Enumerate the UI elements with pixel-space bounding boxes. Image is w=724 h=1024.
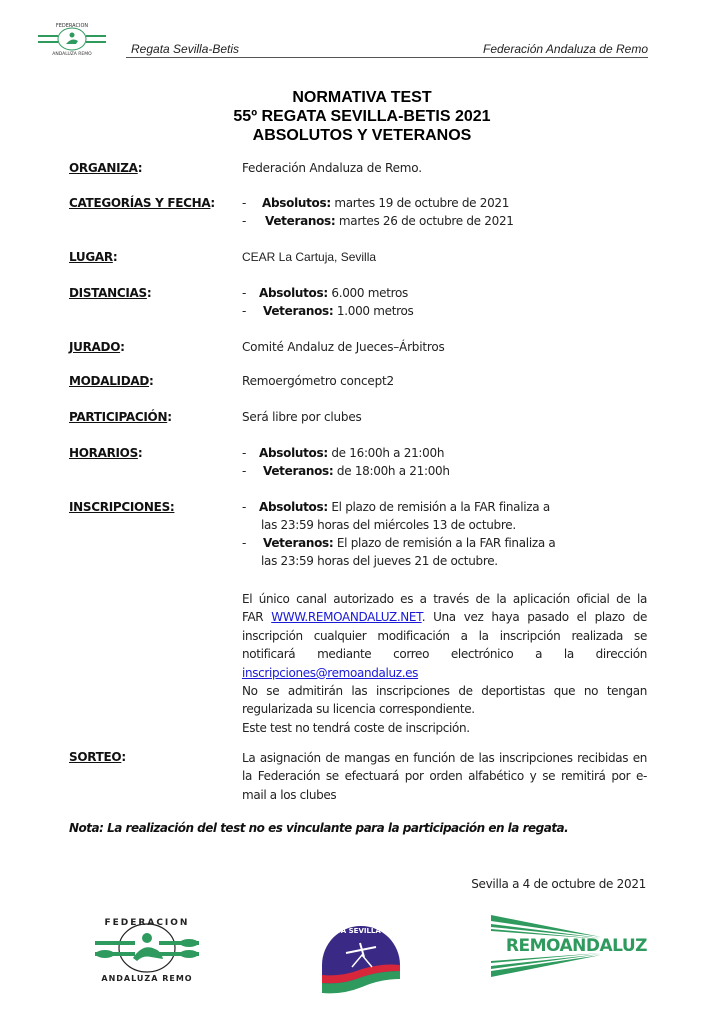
footer-logo-remoandaluz [491,915,649,977]
title-line-3: ABSOLUTOS Y VETERANOS [252,127,472,144]
para-line: La asignación de mangas en función de las inscripciones recibidas en [242,751,647,765]
categorias-item-absolutos: Absolutos: martes 19 de octubre de 2021 [262,196,510,210]
value-lugar: CEAR La Cartuja, Sevilla [242,250,377,264]
label-categorias: CATEGORÍAS Y FECHA: [69,196,215,210]
svg-text:FEDERACION: FEDERACION [104,918,190,928]
label-horarios: HORARIOS: [69,446,143,460]
title-line-1: NORMATIVA TEST [292,89,432,106]
footer-logo-federacion [93,913,201,983]
horarios-item-absolutos: Absolutos: de 16:00h a 21:00h [259,446,445,460]
bullet-dash: - [242,304,247,318]
para-line: inscripción cualquier modificación a la inscripción realizada se [242,628,647,643]
inscripciones-item-veteranos: Veteranos: El plazo de remisión a la FAR finaliza a [263,536,556,550]
categorias-item-veteranos: Veteranos: martes 26 de octubre de 2021 [265,214,514,228]
bullet-dash: - [242,464,247,478]
svg-text:FEDERACION: FEDERACION [55,23,89,29]
remoandaluz-web-link[interactable]: WWW.REMOANDALUZ.NET [271,610,422,625]
footer-logo-regata [316,913,406,998]
para-line: Este test no tendrá coste de inscripción. [242,720,470,735]
label-distancias: DISTANCIAS: [69,286,152,300]
label-participacion: PARTICIPACIÓN: [69,410,172,424]
svg-text:ANDALUZA REMO: ANDALUZA REMO [101,974,193,983]
sorteo-paragraph [242,749,647,804]
remoandaluz-logo-icon [491,915,649,977]
inscripciones-item-absolutos-cont: las 23:59 horas del miércoles 13 de octubre. [261,518,516,532]
bullet-dash: - [242,214,247,228]
federacion-logo-icon [93,913,201,983]
para-line: regularizada su licencia correspondiente. [242,702,475,717]
svg-text:REGATA SEVILLA-BETIS: REGATA SEVILLA-BETIS [316,927,406,935]
header-right-text: Federación Andaluza de Remo [483,42,648,56]
header-logo-federacion [36,22,108,56]
svg-text:REMOANDALUZ: REMOANDALUZ [505,936,647,956]
inscripciones-item-veteranos-cont: las 23:59 horas del jueves 21 de octubre. [261,554,498,568]
label-sorteo: SORTEO: [69,750,126,764]
value-jurado: Comité Andaluz de Jueces–Árbitros [242,340,445,354]
distancias-item-absolutos: Absolutos: 6.000 metros [259,286,408,300]
header-divider [126,57,648,58]
value-participacion: Será libre por clubes [242,410,362,424]
bullet-dash: - [242,446,247,460]
distancias-item-veteranos: Veteranos: 1.000 metros [263,304,414,318]
horarios-item-veteranos: Veteranos: de 18:00h a 21:00h [263,464,450,478]
label-lugar: LUGAR: [69,250,118,264]
inscripciones-email-link[interactable]: inscripciones@remoandaluz.es [242,665,419,680]
header-left-text: Regata Sevilla-Betis [131,42,240,56]
document-date: Sevilla a 4 de octubre de 2021 [471,877,646,891]
label-organiza: ORGANIZA: [69,161,143,175]
para-line: No se admitirán las inscripciones de deportistas que no tengan [242,684,647,699]
label-modalidad: MODALIDAD: [69,374,154,388]
svg-text:ANDALUZA REMO: ANDALUZA REMO [52,52,92,56]
bullet-dash: - [242,286,247,300]
label-inscripciones: INSCRIPCIONES: [69,500,175,514]
para-line: mail a los clubes [242,787,337,802]
para-line: El único canal autorizado es a través de la aplicación oficial de la [242,592,647,606]
inscripciones-paragraph [242,590,647,737]
regata-sevilla-betis-logo-icon [316,913,406,998]
para-line: la Federación se efectuará por orden alfabético y se remitirá por e- [242,769,647,784]
nota-text: Nota: La realización del test no es vinculante para la participación en la regata. [69,821,569,835]
value-modalidad: Remoergómetro concept2 [242,374,394,388]
bullet-dash: - [242,536,247,550]
bullet-dash: - [242,500,247,514]
federacion-logo-icon [36,22,108,56]
inscripciones-item-absolutos: Absolutos: El plazo de remisión a la FAR finaliza a [259,500,550,514]
para-line: FAR WWW.REMOANDALUZ.NET. Una vez haya pasado el plazo de [242,610,647,625]
bullet-dash: - [242,196,247,210]
title-line-2: 55º REGATA SEVILLA-BETIS 2021 [233,108,491,125]
para-line: notificará mediante correo electrónico a la dirección [242,647,647,662]
label-jurado: JURADO: [69,340,125,354]
value-organiza: Federación Andaluza de Remo. [242,161,422,175]
